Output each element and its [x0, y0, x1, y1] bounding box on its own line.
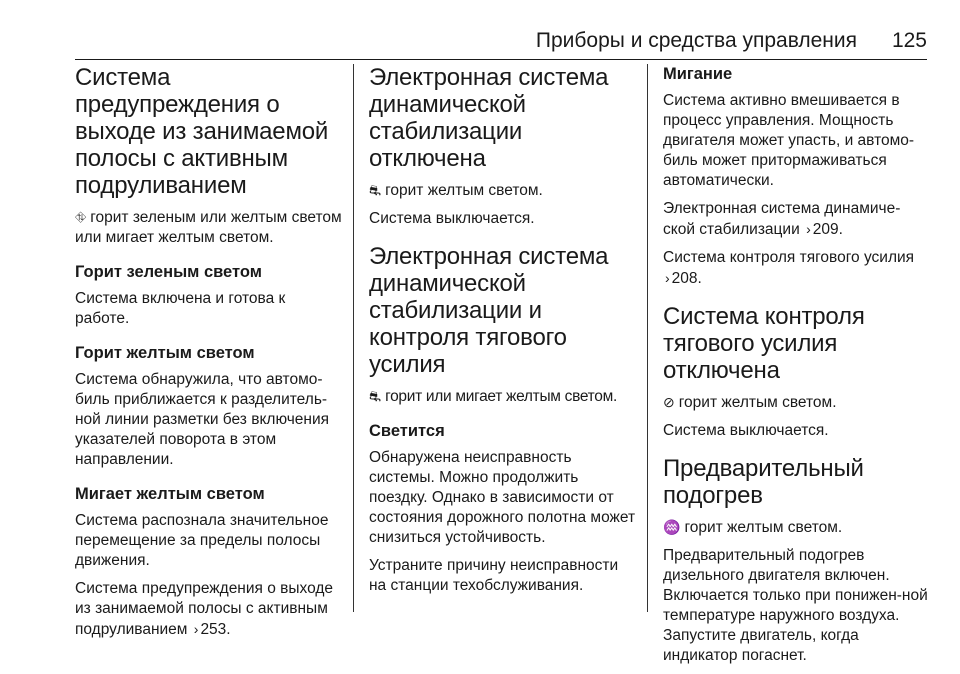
- paragraph: Система включена и готова к работе.: [75, 290, 286, 327]
- paragraph-text: Электронная система динамиче-ской стабилизации: [663, 200, 901, 238]
- column-divider: [647, 64, 648, 612]
- paragraph: Система распознала значительное перемещение за пределы полосы движения.: [75, 512, 329, 569]
- column-right: [663, 64, 931, 674]
- section-title: Электронная система динамической стабилизации и контроля тягового усилия: [369, 243, 609, 378]
- page-reference-link[interactable]: 208.: [671, 270, 702, 287]
- column-middle: [369, 64, 637, 604]
- paragraph: Система активно вмешивается в процесс управления. Мощность двигателя может упасть, и автомо-биль может притормаживаться автоматически.: [663, 92, 915, 189]
- paragraph-text: Система предупреждения о выходе из занимаемой полосы с активным подруливанием: [75, 580, 334, 638]
- page-number: 125: [891, 29, 927, 52]
- section-title: Система контроля тягового усилия отключена: [663, 303, 865, 384]
- paragraph: Предварительный подогрев дизельного двигателя включен. Включается только при понижен-ной температуре наружного воздуха. Запустите двигатель, когда индикатор погаснет.: [663, 547, 928, 664]
- subsection-title: Светится: [369, 422, 445, 440]
- paragraph-text: горит желтым светом.: [678, 394, 837, 411]
- paragraph: Обнаружена неисправность системы. Можно продолжить поездку. Однако в зависимости от состояния дорожного полотна может снизиться устойчивость.: [369, 449, 636, 546]
- page-reference-icon: ›: [665, 270, 670, 286]
- paragraph: [369, 386, 637, 407]
- column-divider: [353, 64, 354, 612]
- traction-control-off-icon: ⊘: [663, 394, 675, 410]
- header-title: Приборы и средства управления: [535, 29, 857, 52]
- page-reference-icon: ›: [806, 221, 811, 237]
- page-reference-icon: ›: [193, 621, 199, 637]
- paragraph-text: горит желтым светом.: [385, 182, 543, 199]
- paragraph: Система выключается.: [369, 210, 535, 227]
- paragraph: Устраните причину неисправности на станции техобслуживания.: [369, 557, 619, 594]
- paragraph: [663, 199, 931, 240]
- paragraph: [663, 517, 931, 538]
- section-title: Предварительный подогрев: [663, 455, 864, 509]
- lane-keep-assist-icon: ⛗: [75, 209, 87, 225]
- subsection-title: Мигает желтым светом: [75, 485, 265, 503]
- page-reference-link[interactable]: 209.: [812, 221, 843, 238]
- paragraph-text: Система контроля тягового усилия: [663, 249, 915, 266]
- paragraph: [75, 579, 343, 640]
- paragraph: Система выключается.: [663, 422, 829, 439]
- paragraph-text: горит или мигает желтым светом.: [385, 388, 617, 405]
- subsection-title: Горит зеленым светом: [75, 263, 262, 281]
- paragraph: [369, 180, 637, 201]
- esc-icon: ⛐: [369, 388, 382, 404]
- paragraph: [75, 207, 343, 248]
- paragraph: [663, 392, 931, 413]
- section-title: Система предупреждения о выходе из занимаемой полосы с активным подруливанием: [75, 64, 329, 199]
- paragraph: [663, 248, 931, 289]
- paragraph-text: горит желтым светом.: [684, 519, 843, 536]
- paragraph-text: горит зеленым или желтым светом или мигает желтым светом.: [75, 209, 342, 246]
- section-title: Электронная система динамической стабилизации отключена: [369, 64, 609, 172]
- paragraph: Система обнаружила, что автомо-биль приближается к разделитель-ной линии разметки без включения указателей поворота в этом направлении.: [75, 371, 330, 468]
- glow-plug-icon: ♒: [663, 519, 681, 535]
- page-header: [75, 27, 927, 60]
- subsection-title: Мигание: [663, 65, 733, 83]
- page-reference-link[interactable]: 253.: [200, 621, 231, 638]
- column-left: [75, 64, 343, 648]
- subsection-title: Горит желтым светом: [75, 344, 255, 362]
- esc-off-icon: ⛐: [369, 182, 382, 198]
